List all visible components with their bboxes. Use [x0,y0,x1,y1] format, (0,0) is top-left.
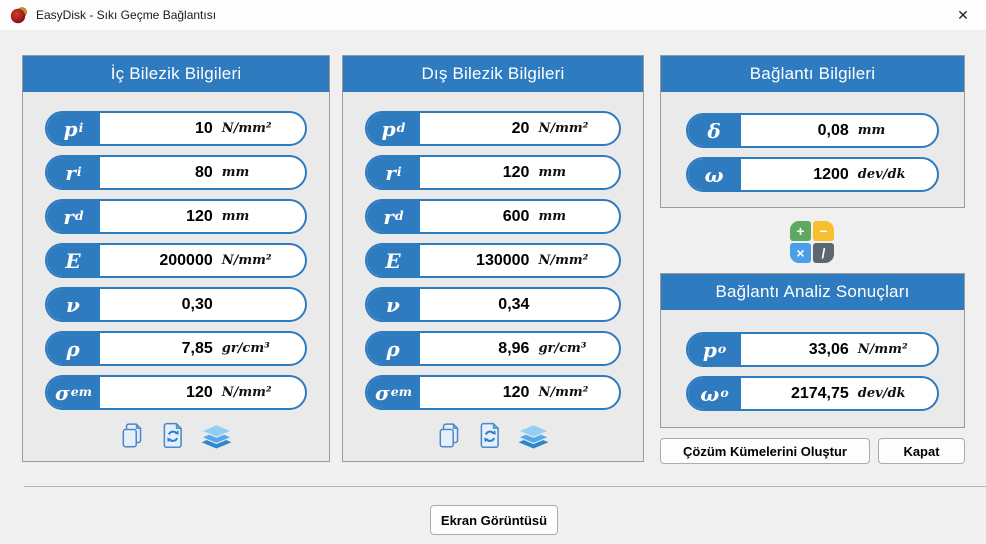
input-omega[interactable]: 1200 dev/dk [813,165,906,183]
input-nu-inner[interactable]: 0,30 [181,295,213,313]
input-E-outer[interactable]: 130000 N/mm² [476,251,589,269]
input-rd-inner[interactable]: 120 mm [186,207,250,225]
symbol-rd: r d [47,201,100,232]
refresh-icon[interactable] [476,422,504,450]
calc-minus: − [813,221,834,241]
row-sigma-outer [365,375,621,410]
separator [24,486,986,487]
row-ri-inner [45,155,307,190]
close-icon[interactable]: ✕ [957,6,969,23]
symbol-omega-o: ω o [688,378,741,409]
input-sigma-inner[interactable]: 120 N/mm² [186,383,272,401]
window-title: EasyDisk - Sıkı Geçme Bağlantısı [36,8,217,22]
symbol-ri: r i [367,157,420,188]
row-omega [686,157,939,192]
input-ri-outer[interactable]: 120 mm [502,163,566,181]
symbol-omega: ω [688,159,741,190]
input-pd-outer[interactable]: 20 N/mm² [511,119,589,137]
row-rho-outer [365,331,621,366]
symbol-rd: r d [367,201,420,232]
symbol-E: E [47,245,100,276]
symbol-nu: ν [367,289,420,320]
row-delta [686,113,939,148]
panel-connection-title: Bağlantı Bilgileri [661,56,964,92]
panel-inner-ring [22,55,330,462]
row-rd-inner [45,199,307,234]
symbol-rho: ρ [367,333,420,364]
row-pi-inner [45,111,307,146]
row-rd-outer [365,199,621,234]
input-rd-outer[interactable]: 600 mm [502,207,566,225]
symbol-po: p o [688,334,741,365]
symbol-E: E [367,245,420,276]
panel-connection-info [660,55,965,208]
symbol-sigma-em: σ em [367,377,420,408]
row-E-inner [45,243,307,278]
output-omega-o: 2174,75 dev/dk [790,384,906,402]
titlebar [0,0,986,30]
row-omega-o [686,376,939,411]
panel-outer-ring [342,55,644,462]
input-E-inner[interactable]: 200000 N/mm² [159,251,272,269]
output-po: 33,06 N/mm² [808,340,908,358]
panel-analysis-results [660,273,965,428]
input-rho-outer[interactable]: 8,96 gr/cm³ [498,339,587,357]
panel-outer-ring-title: Dış Bilezik Bilgileri [343,56,643,92]
input-ri-inner[interactable]: 80 mm [194,163,250,181]
input-sigma-outer[interactable]: 120 N/mm² [502,383,589,401]
solve-sets-button[interactable]: Çözüm Kümelerini Oluştur [660,438,870,464]
input-pi-inner[interactable]: 10 N/mm² [194,119,272,137]
row-rho-inner [45,331,307,366]
symbol-pd: p d [367,113,420,144]
layers-icon[interactable] [516,421,551,451]
calc-times: × [790,243,811,263]
symbol-pi: p i [47,113,100,144]
symbol-ri: r i [47,157,100,188]
input-nu-outer[interactable]: 0,34 [498,295,530,313]
row-po [686,332,939,367]
input-delta[interactable]: 0,08 mm [817,121,886,139]
calc-plus: + [790,221,811,241]
screenshot-button[interactable]: Ekran Görüntüsü [430,505,558,535]
row-nu-outer [365,287,621,322]
row-sigma-inner [45,375,307,410]
symbol-delta: δ [688,115,741,146]
panel-inner-ring-title: İç Bilezik Bilgileri [23,56,329,92]
panel-results-title: Bağlantı Analiz Sonuçları [661,274,964,310]
refresh-icon[interactable] [159,422,187,450]
symbol-nu: ν [47,289,100,320]
copy-icon[interactable] [119,422,147,450]
row-nu-inner [45,287,307,322]
row-E-outer [365,243,621,278]
easydisk-app-icon [10,6,28,24]
calc-divide: / [813,243,834,263]
input-rho-inner[interactable]: 7,85 gr/cm³ [181,339,270,357]
layers-icon[interactable] [199,421,234,451]
row-pd-outer [365,111,621,146]
symbol-rho: ρ [47,333,100,364]
symbol-sigma-em: σ em [47,377,100,408]
copy-icon[interactable] [436,422,464,450]
close-dialog-button[interactable]: Kapat [878,438,965,464]
calculator-icon[interactable] [790,221,834,263]
row-ri-outer [365,155,621,190]
